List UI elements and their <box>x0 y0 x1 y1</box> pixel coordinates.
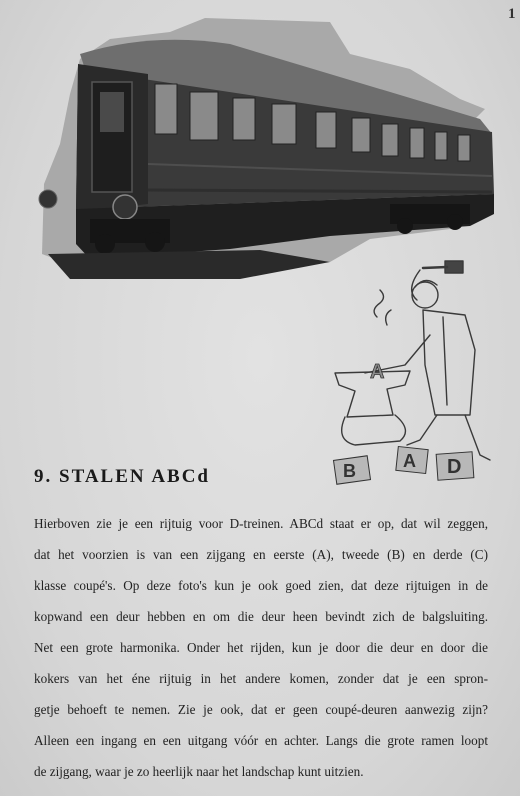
page-number: 1 <box>508 6 516 22</box>
body-line: kokers van het éne rijtuig in het andere komen, zonder dat je een spron- <box>34 671 488 686</box>
body-line: kopwand een deur hebben en om die deur heen bevindt zich de balgsluiting. <box>34 609 488 624</box>
blacksmith-illustration <box>325 255 515 490</box>
letter-a-on-anvil: A <box>370 361 385 383</box>
body-line: klasse coupé's. Op deze foto's kun je ook goed zien, dat deze rijtuigen in de <box>34 578 488 593</box>
buffer-right <box>113 195 137 219</box>
body-line: getje behoeft te nemen. Zie je ook, dat er geen coupé-deuren aanwezig zijn? <box>34 702 488 717</box>
letter-b-on-ground: B <box>343 461 356 481</box>
body-line: Net een grote harmonika. Onder het rijden, kun je door die deur en door die <box>34 640 488 655</box>
letter-a-on-ground: A <box>403 451 416 471</box>
article-body <box>34 508 488 787</box>
body-line: dat het voorzien is van een zijgang en eerste (A), tweede (B) en derde (C) <box>34 547 488 562</box>
body-line: de zijgang, waar je zo heerlijk naar het landschap kunt uitzien. <box>34 764 364 779</box>
buffer-left <box>39 190 57 208</box>
section-heading: 9. STALEN ABCd <box>34 466 211 487</box>
train-carriage-photo <box>30 14 500 289</box>
body-line: Hierboven zie je een rijtuig voor D-treinen. ABCd staat er op, dat wil zeggen, <box>34 516 488 531</box>
letter-d-on-ground: D <box>447 456 462 478</box>
body-line: Alleen een ingang en een uitgang vóór en achter. Langs die grote ramen loopt <box>34 733 488 748</box>
